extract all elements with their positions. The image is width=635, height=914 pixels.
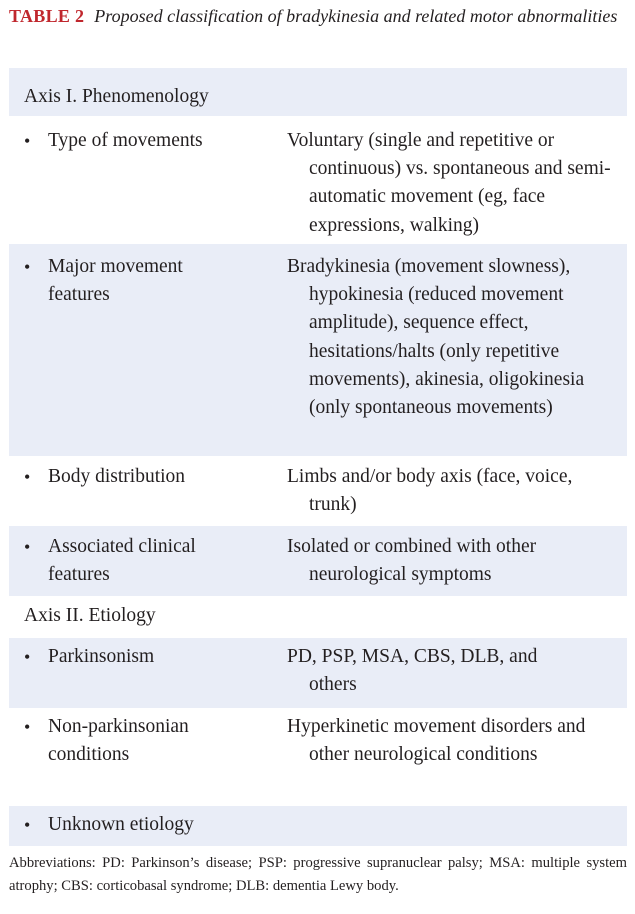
table-row (9, 638, 627, 708)
feature-cell: Parkinsonism (48, 646, 155, 667)
bullet: • (24, 815, 31, 835)
feature-cell: Major movement features (48, 256, 183, 306)
description-cell: Bradykinesia (movement slowness), hypokinesia (reduced movement amplitude), sequence effect, hesitations/halts (only repetitive movements), akinesia, oligokinesia (only spontaneous movements) (287, 256, 585, 419)
table-row (9, 456, 627, 526)
bullet: • (24, 717, 31, 737)
table-label: TABLE 2 (9, 6, 85, 26)
section-heading: Axis I. Phenomenology (24, 86, 209, 107)
feature-cell: Non-parkinsonian conditions (48, 716, 189, 766)
feature-cell: Body distribution (48, 466, 186, 487)
feature-cell: Unknown etiology (48, 814, 194, 835)
table-row (9, 116, 627, 244)
description-cell: Hyperkinetic movement disorders and other neurological conditions (287, 716, 586, 766)
bullet: • (24, 257, 31, 277)
table-row (9, 526, 627, 596)
table-footnote: Abbreviations: PD: Parkinson’s disease; PSP: progressive supranuclear palsy; MSA: multiple system atrophy; CBS: corticobasal syndrome; DLB: dementia Lewy body. (9, 855, 627, 894)
table-row (9, 708, 627, 806)
bullet: • (24, 467, 31, 487)
section-heading: Axis II. Etiology (24, 605, 156, 626)
table-row (9, 244, 627, 456)
table-title: Proposed classification of bradykinesia and related motor abnormalities (94, 6, 618, 26)
bullet: • (24, 131, 31, 151)
table-row (9, 806, 627, 846)
classification-table (9, 68, 627, 846)
description-cell: Limbs and/or body axis (face, voice, trunk) (287, 466, 573, 516)
description-cell: Voluntary (single and repetitive or continuous) vs. spontaneous and semi-automatic movement (eg, face expressions, walking) (287, 130, 611, 236)
description-cell: Isolated or combined with other neurological symptoms (287, 536, 537, 586)
bullet: • (24, 647, 31, 667)
section-heading-row (9, 68, 627, 116)
feature-cell: Type of movements (48, 130, 203, 151)
bullet: • (24, 537, 31, 557)
section-heading-row (9, 596, 627, 638)
table-caption (9, 2, 627, 30)
description-cell: PD, PSP, MSA, CBS, DLB, and others (287, 646, 538, 696)
feature-cell: Associated clinical features (48, 536, 196, 586)
